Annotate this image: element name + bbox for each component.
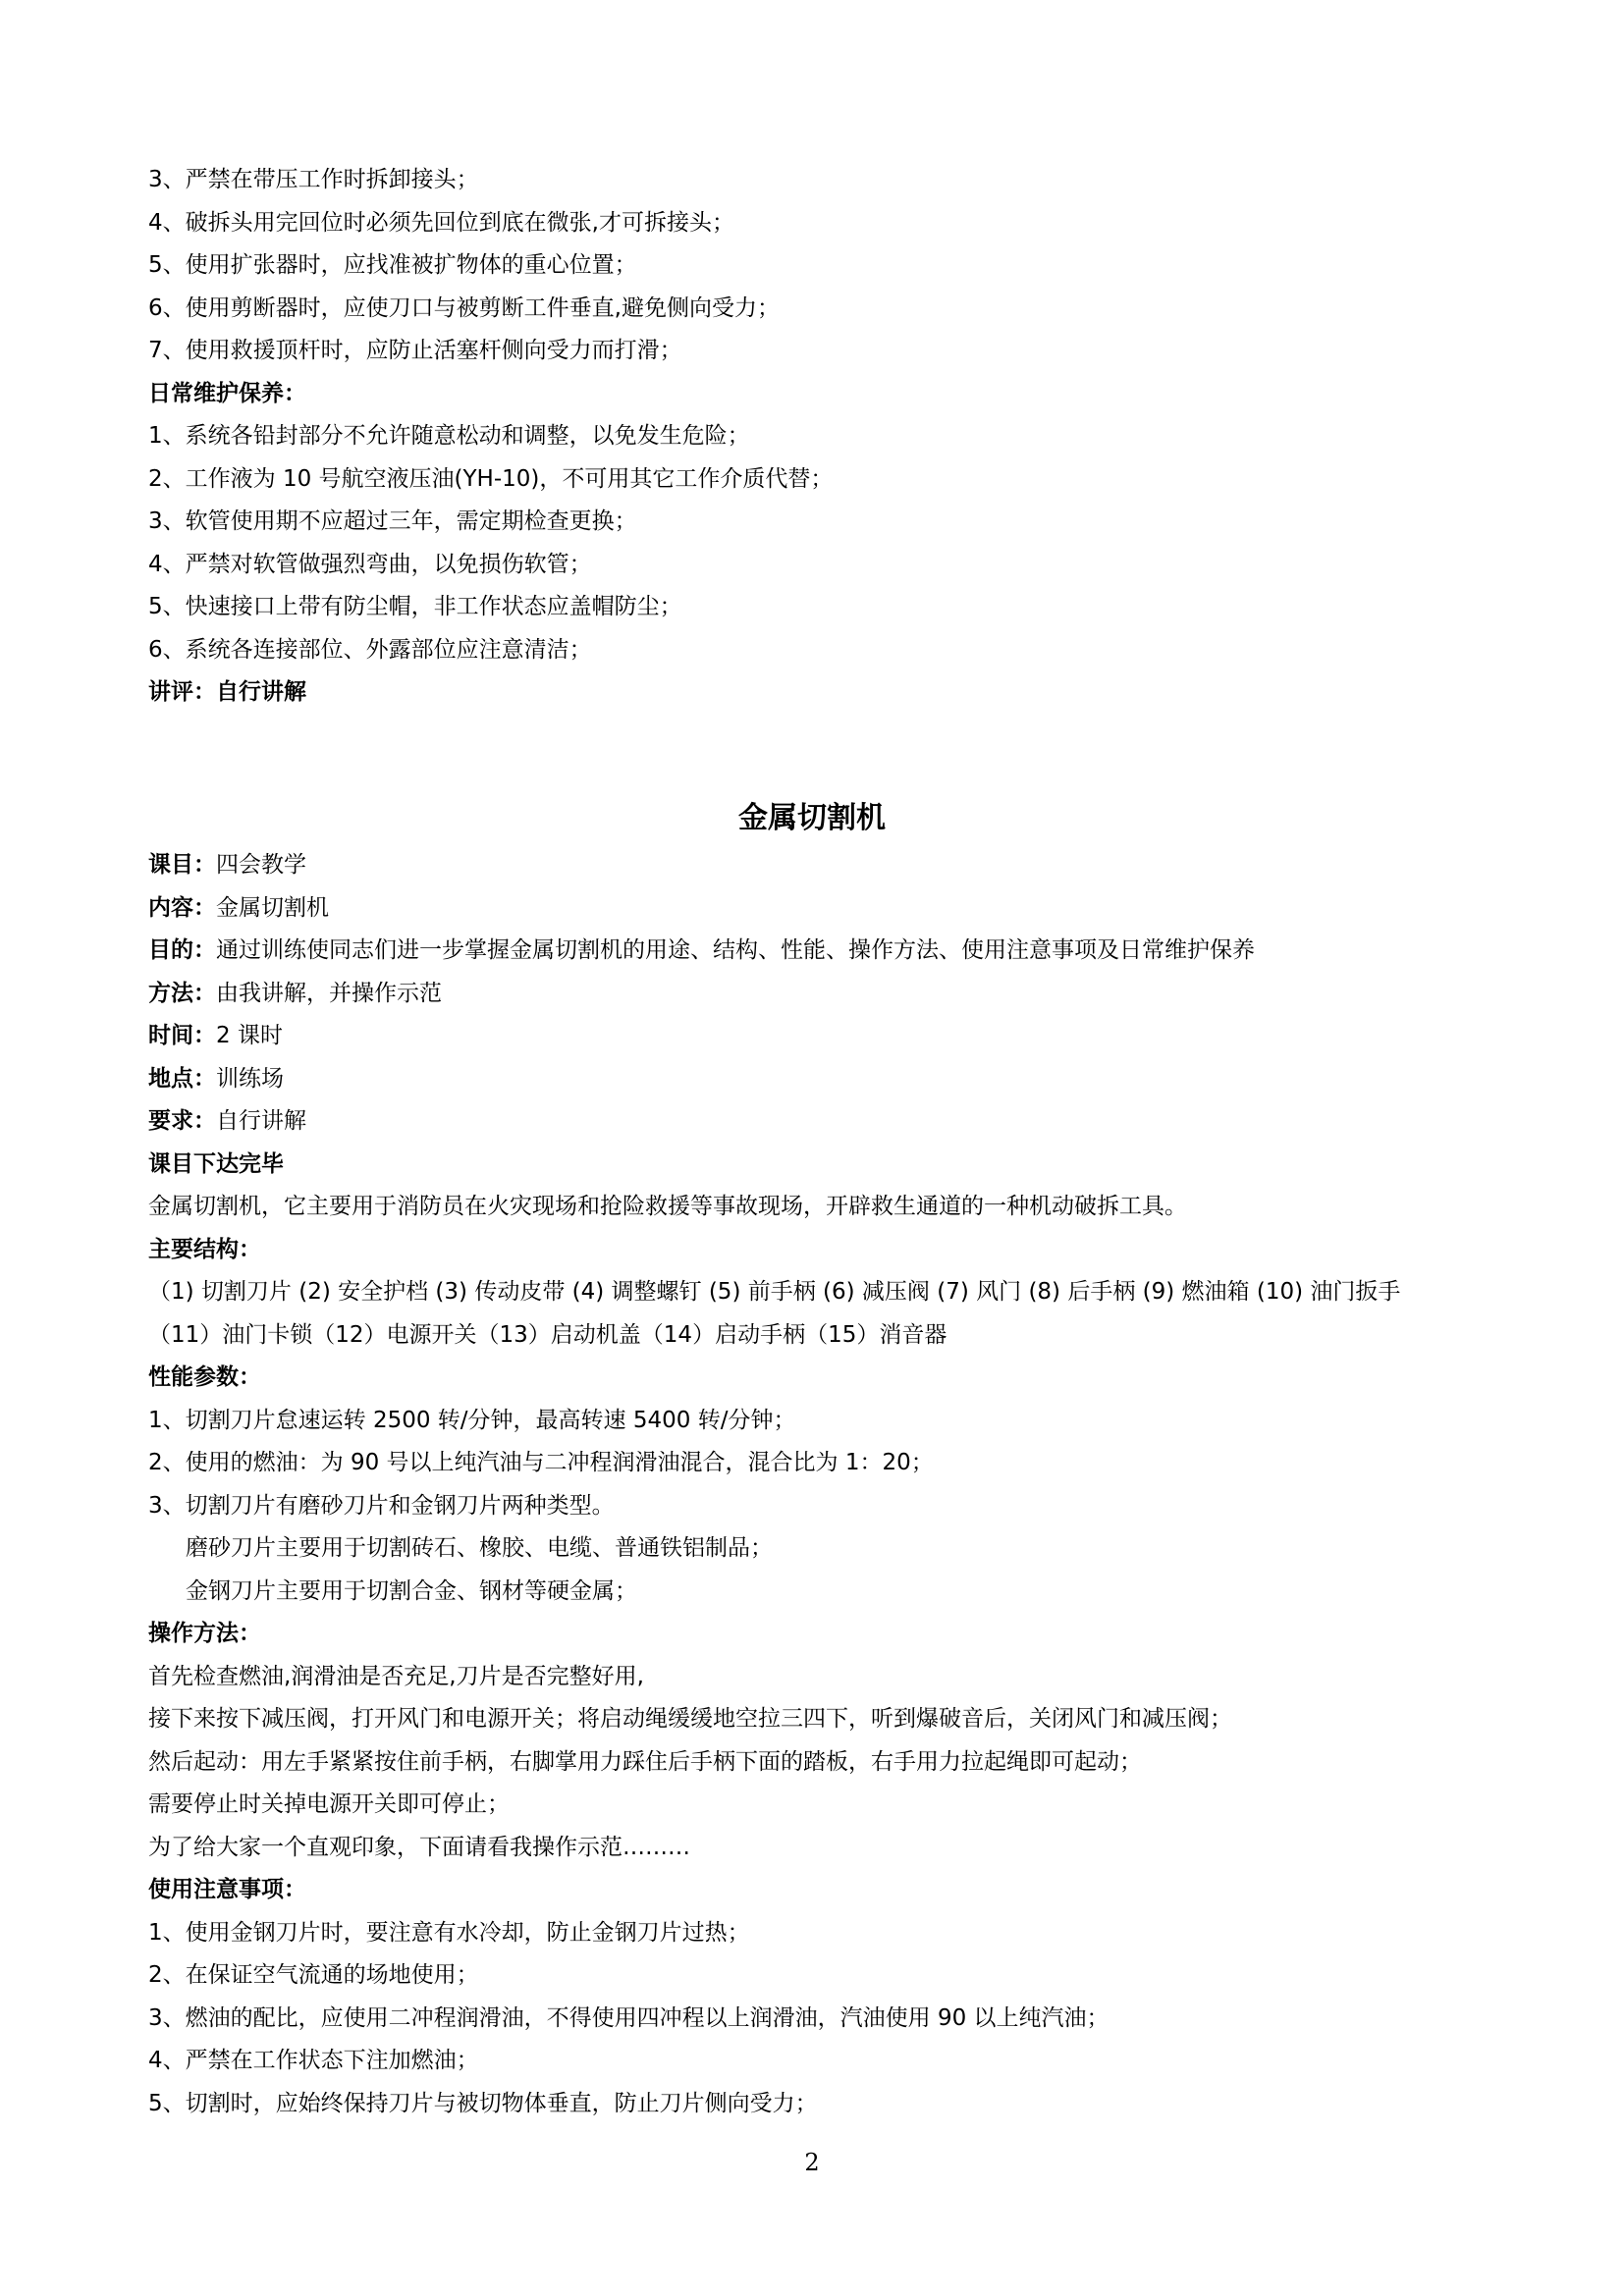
meta-value: 训练场 — [216, 1065, 284, 1092]
notes-heading: 使用注意事项： — [148, 1877, 306, 1902]
meta-row-subject — [148, 844, 1493, 887]
list-item: 4、严禁对软管做强烈弯曲，以免损伤软管； — [148, 551, 592, 577]
meta-row-purpose — [148, 930, 1493, 973]
meta-label: 要求： — [148, 1108, 216, 1134]
list-item: 3、软管使用期不应超过三年，需定期检查更换； — [148, 508, 637, 534]
meta-row-method — [148, 973, 1493, 1016]
operation-heading: 操作方法： — [148, 1621, 261, 1646]
list-item: 1、使用金钢刀片时，要注意有水冷却，防止金钢刀片过热； — [148, 1919, 750, 1946]
structure-line: （1) 切割刀片 (2) 安全护档 (3) 传动皮带 (4) 调整螺钉 (5) 前手柄 (6) 减压阀 (7) 风门 (8) 后手柄 (9) 燃油箱 (10) 油门扳手 — [148, 1279, 1401, 1305]
list-item: 6、系统各连接部位、外露部位应注意清洁； — [148, 636, 592, 663]
intro-paragraph: 金属切割机，它主要用于消防员在火灾现场和抢险救援等事故现场，开辟救生通道的一种机动破拆工具。 — [148, 1194, 1187, 1219]
section-metal-cutter — [148, 844, 1493, 2125]
list-subitem: 磨砂刀片主要用于切割砖石、橡胶、电缆、普通铁铝制品； — [186, 1535, 773, 1561]
meta-value: 由我讲解，并操作示范 — [216, 980, 442, 1006]
review-value: 自行讲解 — [216, 679, 306, 705]
meta-row-requirement — [148, 1100, 1493, 1144]
list-item: 5、使用扩张器时，应找准被扩物体的重心位置； — [148, 252, 637, 278]
meta-label: 目的： — [148, 937, 216, 963]
list-item: 需要停止时关掉电源开关即可停止； — [148, 1791, 510, 1817]
list-subitem: 金钢刀片主要用于切割合金、钢材等硬金属； — [186, 1577, 637, 1604]
meta-label: 内容： — [148, 894, 216, 921]
meta-label: 时间： — [148, 1023, 216, 1048]
list-item: 为了给大家一个直观印象，下面请看我操作示范……… — [148, 1834, 690, 1860]
meta-label: 地点： — [148, 1065, 216, 1092]
list-item: 3、燃油的配比，应使用二冲程润滑油，不得使用四冲程以上润滑油，汽油使用 90 以上纯汽油； — [148, 2004, 1110, 2031]
list-item: 5、切割时，应始终保持刀片与被切物体垂直，防止刀片侧向受力； — [148, 2090, 818, 2116]
meta-value: 通过训练使同志们进一步掌握金属切割机的用途、结构、性能、操作方法、使用注意事项及日常维护保养 — [216, 937, 1255, 963]
review-label: 讲评： — [148, 679, 216, 705]
maintenance-heading: 日常维护保养： — [148, 380, 306, 406]
meta-value: 金属切割机 — [216, 894, 329, 921]
list-item: 2、在保证空气流通的场地使用； — [148, 1962, 479, 1988]
meta-label: 方法： — [148, 980, 216, 1006]
meta-row-location — [148, 1058, 1493, 1101]
list-item: 3、严禁在带压工作时拆卸接头； — [148, 167, 479, 192]
list-item: 6、使用剪断器时，应使刀口与被剪断工件垂直,避免侧向受力； — [148, 294, 780, 321]
meta-value: 自行讲解 — [216, 1108, 306, 1134]
list-item: 然后起动：用左手紧紧按住前手柄，右脚掌用力踩住后手柄下面的踏板，右手用力拉起绳即可起动； — [148, 1748, 1142, 1775]
meta-value: 四会教学 — [216, 852, 306, 878]
meta-row-time — [148, 1015, 1493, 1058]
list-item: 1、系统各铅封部分不允许随意松动和调整，以免发生危险； — [148, 423, 750, 449]
section-title: 金属切割机 — [738, 801, 886, 835]
list-item: 4、破拆头用完回位时必须先回位到底在微张,才可拆接头； — [148, 209, 734, 236]
list-item: 7、使用救援顶杆时，应防止活塞杆侧向受力而打滑； — [148, 338, 682, 363]
list-item: 2、工作液为 10 号航空液压油(YH-10)，不可用其它工作介质代替； — [148, 465, 834, 492]
list-item: 5、快速接口上带有防尘帽，非工作状态应盖帽防尘； — [148, 594, 682, 619]
meta-row-content — [148, 887, 1493, 931]
list-item: 1、切割刀片怠速运转 2500 转/分钟，最高转速 5400 转/分钟； — [148, 1407, 796, 1433]
list-item: 首先检查燃油,润滑油是否充足,刀片是否完整好用, — [148, 1663, 644, 1689]
meta-label: 课目： — [148, 852, 216, 878]
structure-heading: 主要结构： — [148, 1236, 261, 1262]
section-hydraulic-continued — [148, 159, 1493, 715]
list-item: 4、严禁在工作状态下注加燃油； — [148, 2048, 479, 2073]
page-number: 2 — [804, 2149, 820, 2176]
meta-value: 2 课时 — [216, 1023, 283, 1048]
list-item: 接下来按下减压阀，打开风门和电源开关；将启动绳缓缓地空拉三四下，听到爆破音后，关闭风门和减压阀； — [148, 1706, 1232, 1732]
list-item: 2、使用的燃油：为 90 号以上纯汽油与二冲程润滑油混合，混合比为 1：20； — [148, 1450, 934, 1475]
list-item: 3、切割刀片有磨砂刀片和金钢刀片两种类型。 — [148, 1492, 615, 1519]
performance-heading: 性能参数： — [148, 1364, 261, 1390]
review-line — [148, 671, 1493, 715]
structure-line: （11）油门卡锁（12）电源开关（13）启动机盖（14）启动手柄（15）消音器 — [148, 1321, 947, 1348]
assigned-line: 课目下达完毕 — [148, 1150, 284, 1177]
